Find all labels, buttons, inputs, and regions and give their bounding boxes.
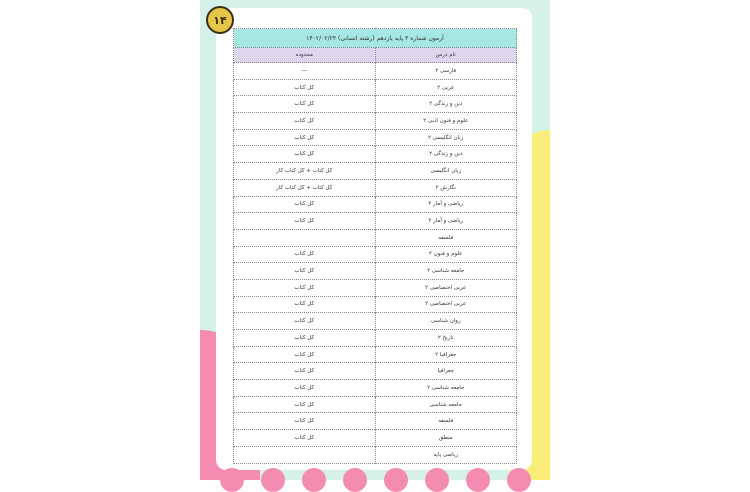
table-row [234,129,517,146]
range-cell: کل کتاب [234,363,376,380]
table-row [234,279,517,296]
range-cell [234,446,376,463]
range-cell: کل کتاب [234,430,376,447]
range-cell: کل کتاب [234,263,376,280]
table-row [234,246,517,263]
range-cell: کل کتاب + کل کتاب کار [234,179,376,196]
range-cell: کل کتاب [234,196,376,213]
header-subject: نام درس [375,48,517,63]
table-row [234,330,517,347]
range-cell: کل کتاب [234,129,376,146]
table-row [234,229,517,246]
subject-cell: نگارش ۲ [375,179,517,196]
range-cell: کل کتاب [234,279,376,296]
subject-cell: علوم و فنون ۲ [375,246,517,263]
subject-cell: علوم و فنون ادبی ۲ [375,113,517,130]
range-cell [234,229,376,246]
table-row [234,63,517,80]
subject-cell: ریاضی و آمار ۲ [375,196,517,213]
table-row [234,313,517,330]
subject-cell: جغرافیا ۲ [375,346,517,363]
subject-cell: منطق [375,430,517,447]
range-cell: کل کتاب [234,113,376,130]
subject-cell: عربی اختصاصی ۲ [375,279,517,296]
subject-cell: فارسی ۲ [375,63,517,80]
range-cell: کل کتاب [234,213,376,230]
subject-cell: جامعه شناسی ۲ [375,380,517,397]
table-row [234,346,517,363]
range-cell: کل کتاب [234,246,376,263]
range-cell: — [234,63,376,80]
subject-cell: دین و زندگی ۲ [375,146,517,163]
subject-cell: روان شناسی [375,313,517,330]
table-row [234,179,517,196]
subject-cell: عربی ۲ [375,79,517,96]
range-cell: کل کتاب [234,396,376,413]
range-cell: کل کتاب [234,313,376,330]
subject-cell: دین و زندگی ۲ [375,96,517,113]
table-row [234,413,517,430]
table-row [234,446,517,463]
table-row [234,396,517,413]
table-row [234,196,517,213]
subject-cell: جامعه شناسی [375,396,517,413]
table-row [234,163,517,180]
subject-cell: زبان انگلیسی ۲ [375,129,517,146]
range-cell: کل کتاب [234,79,376,96]
table-row [234,380,517,397]
table-row [234,263,517,280]
range-cell: کل کتاب [234,346,376,363]
subject-cell: زبان انگلیسی [375,163,517,180]
table-row [234,363,517,380]
range-cell: کل کتاب [234,380,376,397]
subject-cell: جغرافیا [375,363,517,380]
header-range: محدوده [234,48,376,63]
decor-dots [220,468,550,488]
table-row [234,113,517,130]
subject-cell: ریاضی پایه [375,446,517,463]
table-row [234,146,517,163]
table-row [234,213,517,230]
table-row [234,79,517,96]
subject-cell: تاریخ ۲ [375,330,517,347]
table-title: آزمون شماره ۳ پایه یازدهم (رشته انسانی) ۱۴۰۲/۰۲/۲۴ [234,29,517,48]
range-cell: کل کتاب [234,146,376,163]
subject-cell: فلسفه [375,413,517,430]
table-row [234,96,517,113]
subject-cell: عربی اختصاصی ۲ [375,296,517,313]
range-cell: کل کتاب + کل کتاب کار [234,163,376,180]
subject-cell: جامعه شناسی ۲ [375,263,517,280]
table-row [234,430,517,447]
table-row [234,296,517,313]
range-cell: کل کتاب [234,330,376,347]
subject-cell: فلسفه [375,229,517,246]
range-cell: کل کتاب [234,296,376,313]
exam-range-table [233,28,517,464]
range-cell: کل کتاب [234,96,376,113]
subject-cell: ریاضی و آمار ۲ [375,213,517,230]
range-cell: کل کتاب [234,413,376,430]
page-number: ۱۴ [206,6,234,34]
